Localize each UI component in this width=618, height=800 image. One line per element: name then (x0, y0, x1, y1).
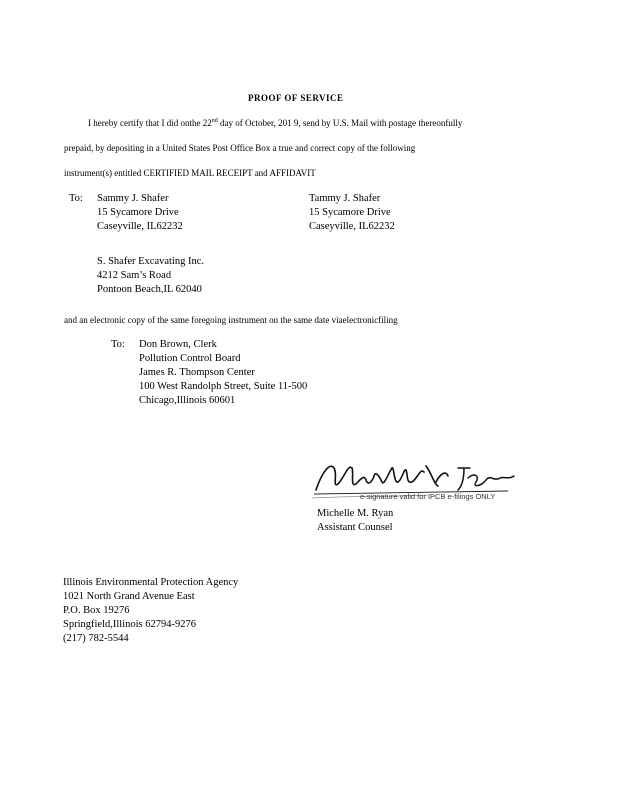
agency-address-block (63, 576, 238, 646)
address-line: Sammy J. Shafer (97, 193, 169, 204)
address-line: 15 Sycamore Drive (309, 207, 391, 218)
signer-name: Michelle M. Ryan (317, 508, 394, 519)
address-line: Caseyville, IL62232 (97, 221, 183, 232)
to-label-2: To: (111, 339, 125, 350)
certify-superscript: nd (211, 118, 218, 124)
certify-line (88, 118, 462, 128)
recipient-company (97, 255, 204, 297)
agency-name: Illinois Environmental Protection Agency (63, 577, 239, 588)
address-line: P.O. Box 19276 (63, 605, 130, 616)
address-line: Caseyville, IL62232 (309, 221, 395, 232)
address-line: Pollution Control Board (139, 353, 241, 364)
address-line: Springfield,Illinois 62794-9276 (63, 619, 196, 630)
agency-phone: (217) 782-5544 (63, 633, 129, 644)
to-label-1: To: (69, 193, 83, 204)
instruments-line: instrument(s) entitled CERTIFIED MAIL RECEIPT and AFFIDAVIT (64, 168, 316, 178)
recipient-tammy (309, 192, 395, 234)
address-line: James R. Thompson Center (139, 367, 255, 378)
address-line: Tammy J. Shafer (309, 193, 381, 204)
address-line: S. Shafer Excavating Inc. (97, 256, 205, 267)
address-line: Pontoon Beach,IL 62040 (97, 284, 202, 295)
address-line: 100 West Randolph Street, Suite 11-500 (139, 381, 308, 392)
address-line: Chicago,Illinois 60601 (139, 395, 236, 406)
address-line: 15 Sycamore Drive (97, 207, 179, 218)
recipient-sammy (97, 192, 183, 234)
certify-text-post: day of October, 201 9, send by U.S. Mail with postage thereonfully (219, 118, 463, 128)
proof-of-service-title: PROOF OF SERVICE (248, 93, 344, 103)
address-line: 1021 North Grand Avenue East (63, 591, 195, 602)
address-line: Don Brown, Clerk (139, 339, 217, 350)
signature-note: e-signature valid for IPCB e-filings ONLY (360, 492, 496, 501)
deposit-line: prepaid, by depositing in a United States Post Office Box a true and correct copy of the following (64, 143, 416, 153)
signer-title: Assistant Counsel (317, 522, 393, 533)
signer-block (317, 507, 393, 535)
certify-text-pre: I hereby certify that I did onthe 22 (88, 118, 212, 128)
recipient-clerk (139, 338, 307, 408)
electronic-copy-line: and an electronic copy of the same foregoing instrument on the same date viaelectronicfiling (64, 315, 398, 325)
address-line: 4212 Sam’s Road (97, 270, 172, 281)
